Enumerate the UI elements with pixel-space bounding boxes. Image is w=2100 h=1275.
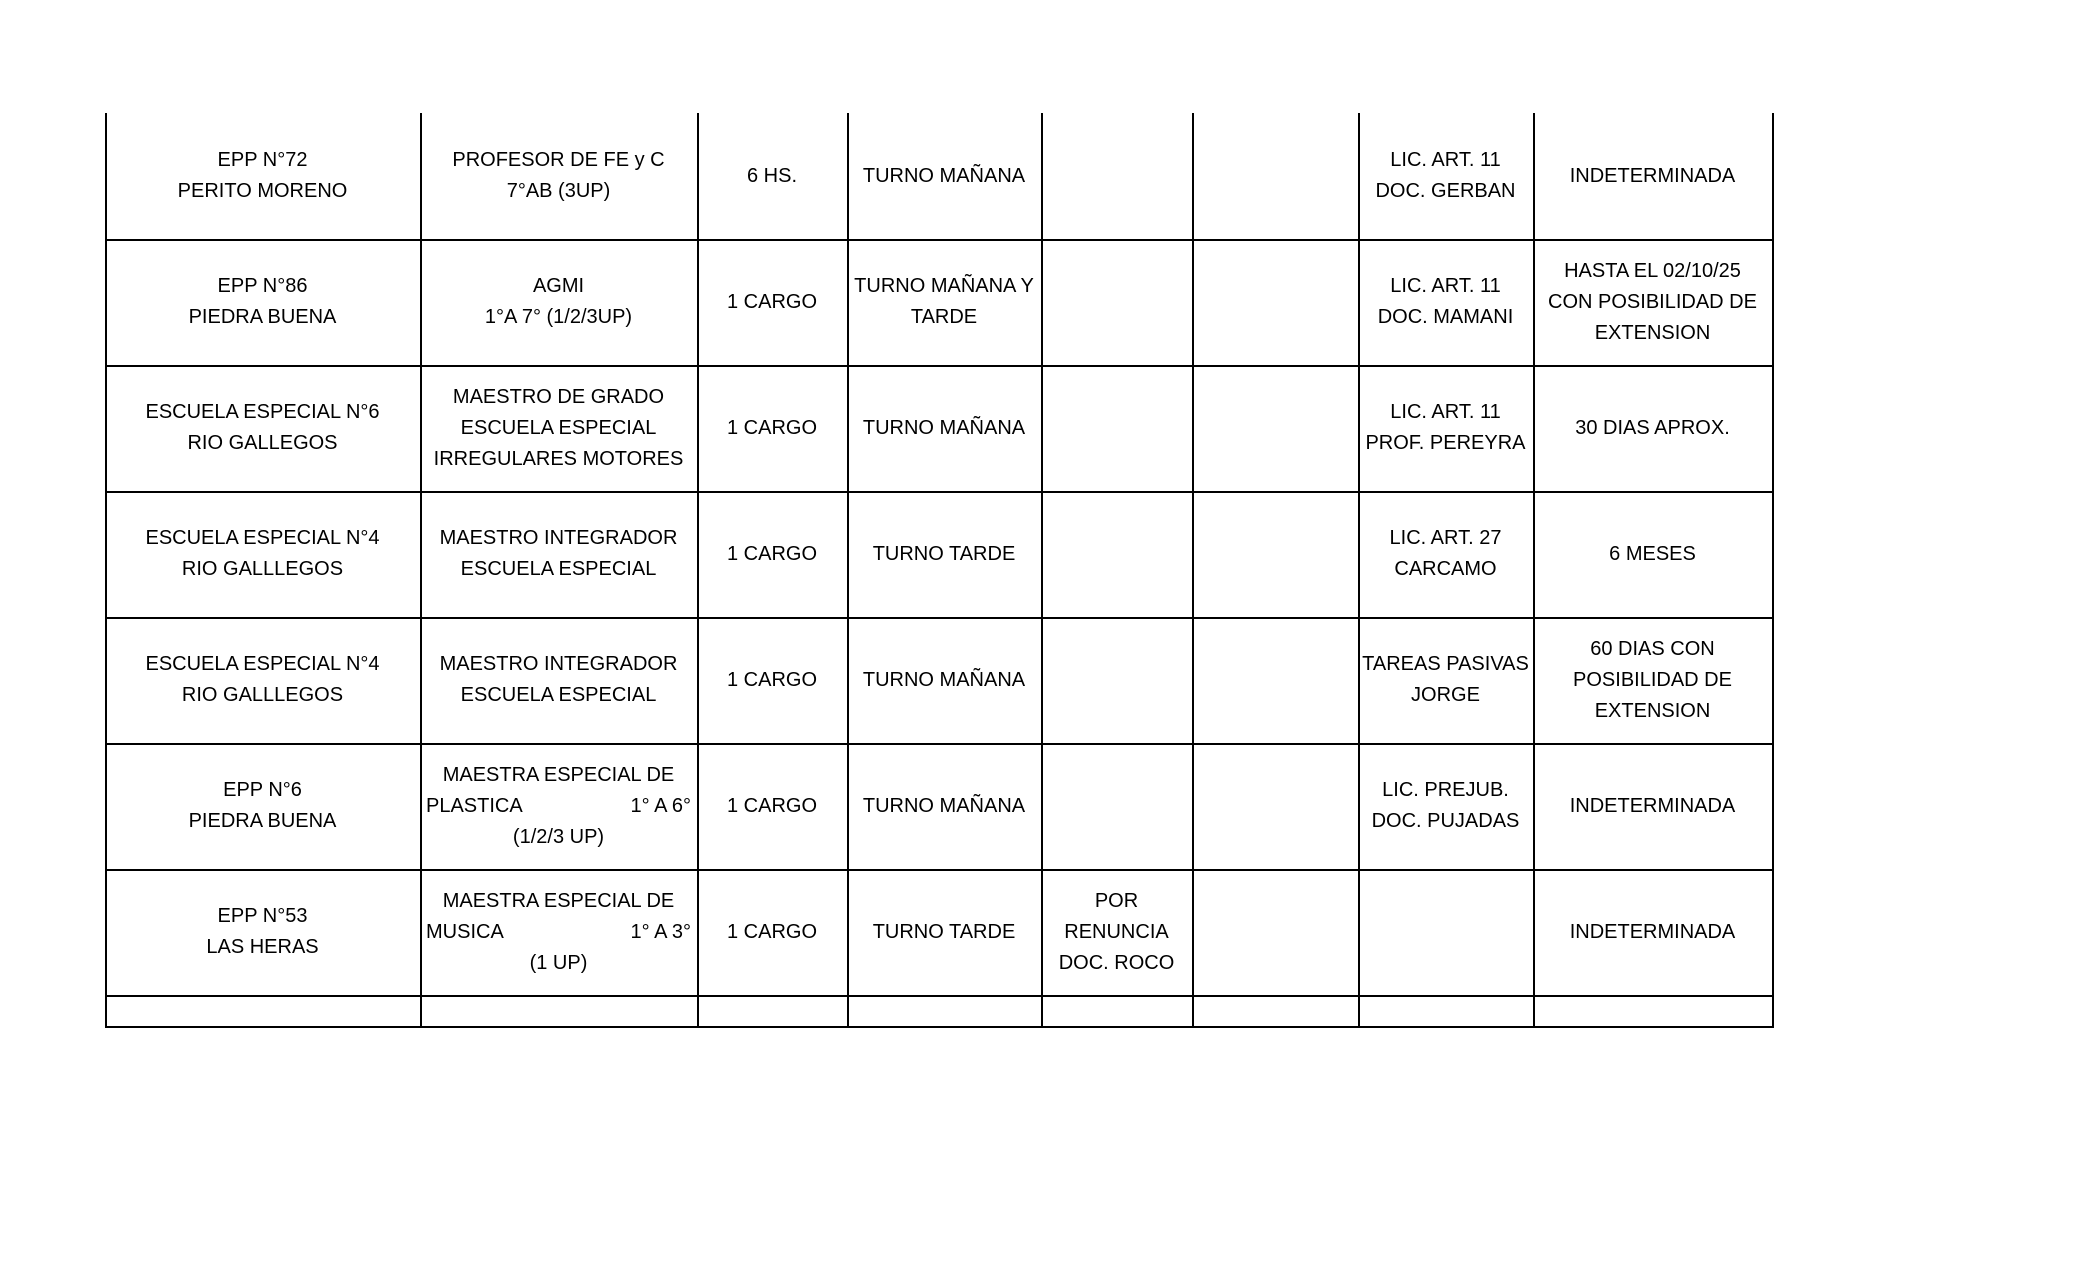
- cell-text-line: 30 DIAS APROX.: [1575, 416, 1730, 439]
- cell-text-line: MAESTRO INTEGRADOR: [439, 527, 678, 549]
- table-cell-cargo[interactable]: [420, 113, 697, 239]
- table-cell-motivo[interactable]: [1041, 365, 1192, 491]
- cell-text-line: RIO GALLLEGOS: [181, 558, 344, 580]
- table-cell-carga[interactable]: [697, 995, 847, 1026]
- cell-text-line: ESCUELA ESPECIAL N°4: [145, 653, 380, 675]
- table-cell-extra[interactable]: [1192, 869, 1358, 995]
- cell-text-left: PLASTICA: [426, 794, 523, 817]
- table-cell-duracion[interactable]: [1533, 995, 1772, 1026]
- table-cell-escuela[interactable]: [105, 491, 420, 617]
- cell-text-line: MAESTRO DE GRADO: [452, 385, 665, 408]
- table-cell-duracion[interactable]: [1533, 113, 1772, 239]
- cell-text-line: LIC. ART. 11: [1390, 149, 1501, 171]
- cell-text-line: 7°AB (3UP): [506, 180, 611, 202]
- cell-text-line: MAESTRA ESPECIAL DE: [442, 763, 675, 786]
- table-cell-cargo[interactable]: [420, 239, 697, 365]
- cell-text-line: 1 CARGO: [726, 542, 818, 565]
- cell-text-line: PROF. PEREYRA: [1365, 432, 1526, 454]
- cell-text-right: 1° A 3°: [630, 920, 691, 943]
- cell-text-line: LIC. ART. 11: [1390, 275, 1501, 297]
- cell-text-line: EPP N°86: [217, 275, 308, 297]
- cell-text-line: POR: [1094, 889, 1139, 912]
- table-cell-carga[interactable]: [697, 365, 847, 491]
- cell-text-line: EPP N°72: [217, 149, 308, 171]
- cell-text-line: ESCUELA ESPECIAL: [460, 558, 657, 580]
- cell-text-line: IRREGULARES MOTORES: [433, 447, 684, 470]
- cell-text-line: TURNO MAÑANA: [862, 668, 1026, 691]
- table-cell-cargo[interactable]: [420, 491, 697, 617]
- table-cell-escuela[interactable]: [105, 617, 420, 743]
- cell-text-left: MUSICA: [426, 920, 504, 943]
- table-cell-duracion[interactable]: [1533, 365, 1772, 491]
- table-cell-extra[interactable]: [1192, 743, 1358, 869]
- table-cell-carga[interactable]: [697, 239, 847, 365]
- cell-text-line: EXTENSION: [1594, 321, 1711, 344]
- cell-text-line: ESCUELA ESPECIAL N°6: [145, 401, 380, 423]
- table-cell-motivo[interactable]: [1041, 995, 1192, 1026]
- cell-text-line: MAESTRO INTEGRADOR: [439, 653, 678, 675]
- cell-text-line: EXTENSION: [1594, 699, 1711, 722]
- cell-text-line: LIC. ART. 11: [1390, 401, 1501, 423]
- cell-text-line: CARCAMO: [1394, 558, 1497, 580]
- table-cell-carga[interactable]: [697, 617, 847, 743]
- cell-text-line: LAS HERAS: [206, 936, 319, 958]
- cell-text-line: [420, 791, 697, 822]
- table-cell-extra[interactable]: [1192, 365, 1358, 491]
- table-cell-escuela[interactable]: [105, 365, 420, 491]
- cell-text-line: INDETERMINADA: [1569, 794, 1736, 817]
- table-cell-licencia[interactable]: [1358, 869, 1533, 995]
- cell-text-line: TURNO MAÑANA: [862, 164, 1026, 187]
- table-cell-cargo[interactable]: [420, 743, 697, 869]
- cell-text-line: AGMI: [532, 275, 585, 297]
- cell-text-line: TURNO MAÑANA: [862, 416, 1026, 439]
- cell-text-line: TURNO TARDE: [872, 542, 1016, 565]
- table-cell-licencia[interactable]: [1358, 365, 1533, 491]
- cell-text-line: ESCUELA ESPECIAL: [460, 684, 657, 706]
- cell-text-line: PERITO MORENO: [177, 180, 348, 202]
- cell-text-line: ESCUELA ESPECIAL: [460, 416, 657, 439]
- cell-text-line: HASTA EL 02/10/25: [1564, 259, 1741, 282]
- table-cell-licencia[interactable]: [1358, 617, 1533, 743]
- table-cell-licencia[interactable]: [1358, 995, 1533, 1026]
- table-cell-motivo[interactable]: [1041, 491, 1192, 617]
- table-cell-escuela[interactable]: [105, 239, 420, 365]
- cell-text-line: MAESTRA ESPECIAL DE: [442, 889, 675, 912]
- cell-text-line: EPP N°53: [217, 905, 308, 927]
- table-cell-carga[interactable]: [697, 743, 847, 869]
- cell-text-line: 6 MESES: [1609, 542, 1696, 565]
- spreadsheet-table: [105, 113, 1774, 1028]
- table-cell-cargo[interactable]: [420, 617, 697, 743]
- cell-text-line: RENUNCIA: [1064, 920, 1169, 943]
- table-cell-duracion[interactable]: [1533, 239, 1772, 365]
- table-cell-carga[interactable]: [697, 869, 847, 995]
- cell-text-line: 1 CARGO: [726, 920, 818, 943]
- cell-text-line: RIO GALLLEGOS: [181, 684, 344, 706]
- row-border: [105, 1026, 1774, 1028]
- table-cell-carga[interactable]: [697, 113, 847, 239]
- cell-text-line: TURNO TARDE: [872, 920, 1016, 943]
- cell-text-line: ESCUELA ESPECIAL N°4: [145, 527, 380, 549]
- cell-text-line: LIC. ART. 27: [1389, 527, 1502, 549]
- table-cell-duracion[interactable]: [1533, 491, 1772, 617]
- table-cell-motivo[interactable]: [1041, 617, 1192, 743]
- table-cell-turno[interactable]: [847, 869, 1041, 995]
- cell-text-line: DOC. MAMANI: [1377, 306, 1514, 328]
- cell-text-line: DOC. ROCO: [1058, 951, 1175, 974]
- table-cell-duracion[interactable]: [1533, 743, 1772, 869]
- cell-text-line: POSIBILIDAD DE: [1573, 668, 1732, 691]
- cell-text-line: 1 CARGO: [726, 668, 818, 691]
- table-cell-extra[interactable]: [1192, 617, 1358, 743]
- cell-text-line: LIC. PREJUB.: [1382, 779, 1509, 801]
- cell-text-line: DOC. GERBAN: [1375, 180, 1516, 202]
- cell-text-line: 6 HS.: [746, 164, 798, 187]
- cell-text-line: EPP N°6: [223, 779, 302, 801]
- cell-text-line: TAREAS PASIVAS: [1362, 653, 1529, 675]
- cell-text-line: INDETERMINADA: [1569, 920, 1736, 943]
- cell-text-line: JORGE: [1411, 684, 1480, 706]
- table-cell-turno[interactable]: [847, 995, 1041, 1026]
- table-cell-motivo[interactable]: [1041, 239, 1192, 365]
- table-cell-licencia[interactable]: [1358, 743, 1533, 869]
- table-cell-duracion[interactable]: [1533, 869, 1772, 995]
- table-cell-cargo[interactable]: [420, 869, 697, 995]
- table-cell-turno[interactable]: [847, 239, 1041, 365]
- table-cell-licencia[interactable]: [1358, 113, 1533, 239]
- cell-text-line: RIO GALLEGOS: [187, 432, 338, 454]
- table-cell-escuela[interactable]: [105, 743, 420, 869]
- cell-text-line: 1 CARGO: [726, 794, 818, 817]
- cell-text-line: 1 CARGO: [726, 290, 818, 313]
- table-cell-licencia[interactable]: [1358, 239, 1533, 365]
- cell-text-line: PROFESOR DE FE y C: [452, 149, 665, 171]
- table-cell-escuela[interactable]: [105, 995, 420, 1026]
- table-cell-duracion[interactable]: [1533, 617, 1772, 743]
- cell-text-line: CON POSIBILIDAD DE: [1548, 290, 1757, 313]
- cell-text-line: TURNO MAÑANA: [862, 794, 1026, 817]
- table-cell-carga[interactable]: [697, 491, 847, 617]
- table-cell-extra[interactable]: [1192, 239, 1358, 365]
- table-cell-extra[interactable]: [1192, 113, 1358, 239]
- table-cell-extra[interactable]: [1192, 491, 1358, 617]
- table-cell-motivo[interactable]: [1041, 113, 1192, 239]
- table-cell-licencia[interactable]: [1358, 491, 1533, 617]
- cell-text-line: (1/2/3 UP): [512, 825, 605, 848]
- cell-text-line: TARDE: [910, 306, 978, 328]
- table-cell-extra[interactable]: [1192, 995, 1358, 1026]
- cell-text-line: PIEDRA BUENA: [188, 810, 337, 832]
- cell-text-line: 1 CARGO: [726, 416, 818, 439]
- cell-text-right: 1° A 6°: [630, 794, 691, 817]
- table-cell-motivo[interactable]: [1041, 743, 1192, 869]
- cell-text-line: DOC. PUJADAS: [1371, 810, 1520, 832]
- table-cell-turno[interactable]: [847, 365, 1041, 491]
- table-cell-escuela[interactable]: [105, 869, 420, 995]
- cell-text-line: INDETERMINADA: [1569, 164, 1736, 187]
- table-cell-cargo[interactable]: [420, 995, 697, 1026]
- table-cell-turno[interactable]: [847, 743, 1041, 869]
- table-cell-cargo[interactable]: [420, 365, 697, 491]
- cell-text-line: TURNO MAÑANA Y: [854, 275, 1034, 297]
- table-cell-motivo[interactable]: [1041, 869, 1192, 995]
- column-border: [1772, 113, 1774, 1028]
- table-cell-turno[interactable]: [847, 491, 1041, 617]
- table-cell-escuela[interactable]: [105, 113, 420, 239]
- table-cell-turno[interactable]: [847, 617, 1041, 743]
- table-cell-turno[interactable]: [847, 113, 1041, 239]
- cell-text-line: 60 DIAS CON: [1590, 637, 1715, 660]
- cell-text-line: [420, 917, 697, 948]
- cell-text-line: PIEDRA BUENA: [188, 306, 337, 328]
- cell-text-line: 1°A 7° (1/2/3UP): [484, 306, 633, 328]
- cell-text-line: (1 UP): [529, 951, 588, 974]
